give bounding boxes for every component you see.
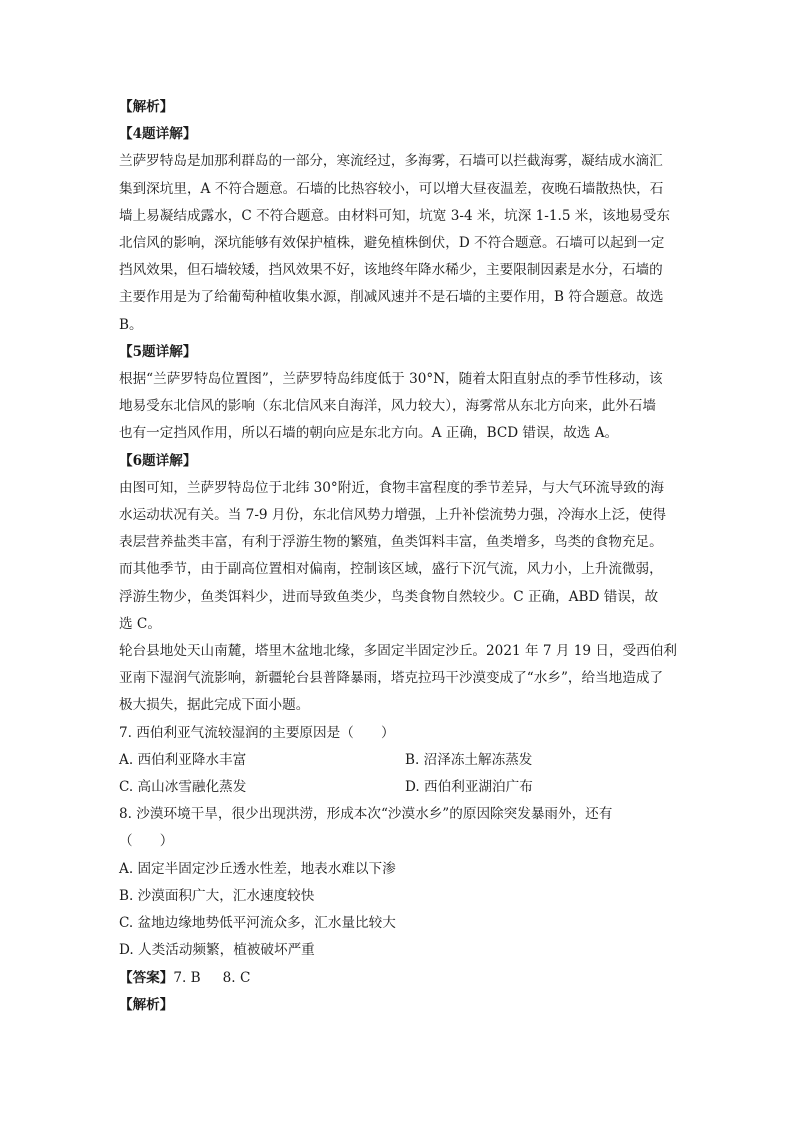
q4-line: 集到深坑里，A 不符合题意。石墙的比热容较小，可以增大昼夜温差，夜晚石墙散热快，石 <box>119 180 664 197</box>
q4-line: 墙上易凝结成露水，C 不符合题意。由材料可知，坑宽 3-4 米，坑深 1-1.5 米，该地易受东 <box>119 207 670 224</box>
answer-7: 7. B <box>173 969 201 986</box>
question-8 <box>119 801 675 964</box>
question-7-option-c: C. 高山冰雪融化蒸发 <box>119 779 247 796</box>
question-8-option-b: B. 沙漠面积广大，汇水速度较快 <box>119 887 315 904</box>
q5-line: 根据“兰萨罗特岛位置图”，兰萨罗特岛纬度低于 30°N，随着太阳直射点的季节性移动，该 <box>119 371 663 388</box>
reading-passage <box>119 638 675 720</box>
q4-detail-heading: 【4题详解】 <box>119 126 197 143</box>
answer-line <box>119 965 675 992</box>
passage-line: 亚南下湿润气流影响，新疆轮台县普降暴雨，塔克拉玛干沙漠变成了“水乡”，给当地造成了 <box>119 670 664 687</box>
q6-line: 浮游生物少，鱼类饵料少，进而导致鱼类少，鸟类食物自然较少。C 正确，ABD 错误，故 <box>119 588 659 605</box>
q5-detail-heading: 【5题详解】 <box>119 343 197 360</box>
q6-line: 由图可知，兰萨罗特岛位于北纬 30°附近，食物丰富程度的季节差异，与大气环流导致的海 <box>119 479 664 496</box>
q5-explanation <box>119 366 675 448</box>
question-8-option-a: A. 固定半固定沙丘透水性差，地表水难以下渗 <box>119 860 396 877</box>
question-8-stem: 8. 沙漠环境干旱，很少出现洪涝，形成本次“沙漠水乡”的原因除突发暴雨外，还有 <box>119 806 613 823</box>
q4-explanation <box>119 148 675 338</box>
question-7-option-b: B. 沼泽冻土解冻蒸发 <box>405 751 533 768</box>
answer-8: 8. C <box>222 969 251 986</box>
question-7 <box>119 720 675 802</box>
q4-line: 北信风的影响，深坑能够有效保护植株，避免植株倒伏，D 不符合题意。石墙可以起到一定 <box>119 235 665 252</box>
q6-explanation <box>119 475 675 638</box>
question-7-stem: 7. 西伯利亚气流较湿润的主要原因是（ ） <box>119 724 395 741</box>
question-7-option-d: D. 西伯利亚湖泊广布 <box>405 779 533 796</box>
q4-line: 主要作用是为了给葡萄种植收集水源，削减风速并不是石墙的主要作用，B 符合题意。故选 <box>119 289 664 306</box>
q6-detail-heading: 【6题详解】 <box>119 452 197 469</box>
q4-line: 兰萨罗特岛是加那利群岛的一部分，寒流经过，多海雾，石墙可以拦截海雾，凝结成水滴汇 <box>119 153 663 170</box>
question-7-option-a: A. 西伯利亚降水丰富 <box>119 751 247 768</box>
q6-line: 表层营养盐类丰富，有利于浮游生物的繁殖，鱼类饵料丰富，鱼类增多，鸟类的食物充足。 <box>119 534 663 551</box>
analysis-heading-2: 【解析】 <box>119 996 174 1013</box>
document-page <box>119 94 675 1019</box>
analysis-heading: 【解析】 <box>119 99 174 115</box>
question-8-option-c: C. 盆地边缘地势低平河流众多，汇水量比较大 <box>119 915 396 932</box>
q6-line: 水运动状况有关。当 7-9 月份，东北信风势力增强，上升补偿流势力强，冷海水上泛，使得 <box>119 507 667 524</box>
passage-line: 轮台县地处天山南麓，塔里木盆地北缘，多固定半固定沙丘。2021 年 7 月 19 日，受西伯利 <box>119 643 677 660</box>
answer-label: 【答案】 <box>119 969 174 986</box>
q4-line: B。 <box>119 316 143 333</box>
passage-line: 极大损失，据此完成下面小题。 <box>119 697 310 714</box>
question-7-options-row-1 <box>119 747 675 774</box>
q5-line: 也有一定挡风作用，所以石墙的朝向应是东北方向。A 正确，BCD 错误，故选 A。 <box>119 425 619 442</box>
question-7-options-row-2 <box>119 774 675 801</box>
question-8-stem-blank: （ ） <box>119 833 174 850</box>
question-8-option-d: D. 人类活动频繁，植被破坏严重 <box>119 942 315 959</box>
q5-line: 地易受东北信风的影响（东北信风来自海洋，风力较大），海雾常从东北方向来，此外石墙 <box>119 398 656 415</box>
q6-line: 选 C。 <box>119 615 161 632</box>
q4-line: 挡风效果，但石墙较矮，挡风效果不好，该地终年降水稀少，主要限制因素是水分，石墙的 <box>119 262 663 279</box>
q6-line: 而其他季节，由于副高位置相对偏南，控制该区域，盛行下沉气流，风力小，上升流微弱， <box>119 561 663 578</box>
